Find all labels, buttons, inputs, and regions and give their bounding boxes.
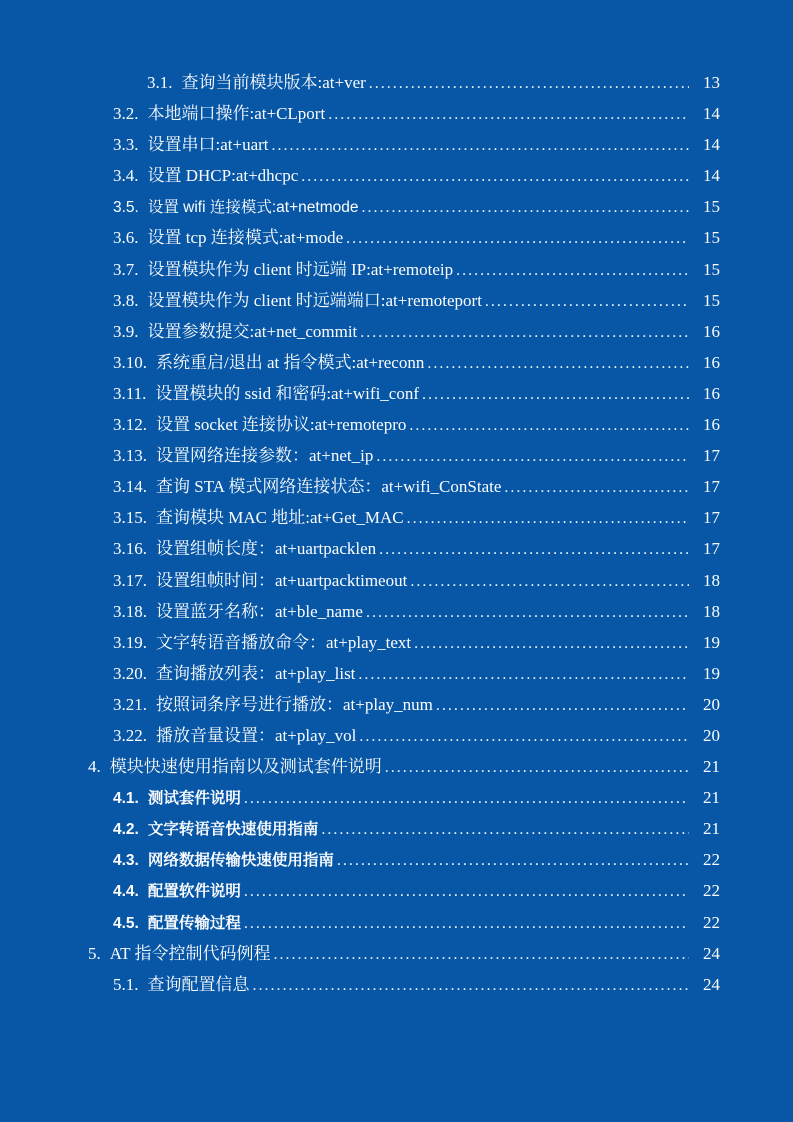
dot-leader: [253, 969, 690, 1000]
entry-title: 设置模块作为 client 时远端 IP:at+remoteip: [147, 259, 454, 279]
entry-number: 3.7.: [113, 259, 139, 279]
entry-number: 3.19.: [113, 632, 147, 652]
entry-page-number: 19: [703, 663, 720, 683]
dot-leader: [359, 720, 689, 751]
entry-page-number: 21: [703, 757, 720, 777]
entry-page-number: 17: [703, 446, 720, 466]
toc-entry[interactable]: [0, 316, 793, 347]
entry-title: 设置蓝牙名称：at+ble_name: [156, 601, 363, 621]
dot-leader: [409, 409, 689, 440]
toc-entry[interactable]: [0, 378, 793, 409]
toc-entry[interactable]: [0, 844, 793, 875]
toc-entry[interactable]: [0, 285, 793, 316]
entry-title: 查询配置信息: [147, 974, 250, 994]
dot-leader: [328, 98, 689, 129]
toc-entry[interactable]: [0, 720, 793, 751]
dot-leader: [436, 689, 689, 720]
dot-leader: [272, 129, 689, 160]
toc-entry[interactable]: [0, 658, 793, 689]
dot-leader: [379, 533, 689, 564]
entry-number: 3.6.: [113, 228, 139, 248]
dot-leader: [360, 316, 689, 347]
entry-title: 设置模块作为 client 时远端端口:at+remoteport: [147, 290, 482, 310]
entry-number: 3.12.: [113, 415, 147, 435]
entry-number: 3.1.: [147, 73, 173, 92]
entry-title: 查询 STA 模式网络连接状态：at+wifi_ConState: [156, 477, 502, 497]
entry-number: 3.21.: [113, 694, 147, 714]
entry-number: 3.3.: [113, 135, 139, 155]
entry-number: 3.4.: [113, 166, 139, 186]
entry-number: 5.: [88, 943, 101, 963]
dot-leader: [456, 254, 689, 285]
entry-title: AT 指令控制代码例程: [109, 943, 271, 963]
entry-page-number: 16: [703, 383, 720, 403]
toc-entry[interactable]: [0, 875, 793, 906]
entry-number: 3.9.: [113, 321, 139, 341]
dot-leader: [414, 627, 689, 658]
entry-title: 测试套件说明: [147, 790, 241, 808]
dot-leader: [358, 658, 689, 689]
entry-page-number: 15: [703, 259, 720, 279]
entry-title: 设置 tcp 连接模式:at+mode: [147, 228, 344, 248]
entry-number: 4.1.: [113, 790, 139, 808]
toc-entry[interactable]: [0, 689, 793, 720]
dot-leader: [244, 907, 689, 938]
toc-entry[interactable]: [0, 67, 793, 98]
entry-page-number: 17: [703, 477, 720, 497]
toc-entry[interactable]: [0, 254, 793, 285]
dot-leader: [321, 813, 689, 844]
entry-page-number: 22: [703, 850, 720, 870]
entry-page-number: 17: [703, 508, 720, 528]
dot-leader: [385, 751, 689, 782]
entry-page-number: 21: [703, 819, 720, 839]
entry-title: 网络数据传输快速使用指南: [147, 852, 334, 870]
entry-number: 3.18.: [113, 601, 147, 621]
dot-leader: [422, 378, 689, 409]
entry-title: 设置参数提交:at+net_commit: [147, 321, 358, 341]
entry-title: 按照词条序号进行播放：at+play_num: [156, 694, 433, 714]
table-of-contents: [0, 67, 793, 1000]
toc-entry[interactable]: [0, 533, 793, 564]
entry-number: 3.8.: [113, 290, 139, 310]
entry-page-number: 13: [703, 73, 720, 92]
entry-title: 设置组帧时间：at+uartpacktimeout: [156, 570, 408, 590]
entry-number: 3.16.: [113, 539, 147, 559]
dot-leader: [427, 347, 689, 378]
toc-entry[interactable]: [0, 907, 793, 938]
entry-page-number: 15: [703, 228, 720, 248]
entry-number: 4.5.: [113, 914, 139, 932]
entry-number: 3.17.: [113, 570, 147, 590]
dot-leader: [244, 782, 689, 813]
entry-title: 配置传输过程: [147, 914, 241, 932]
entry-page-number: 18: [703, 570, 720, 590]
entry-page-number: 16: [703, 415, 720, 435]
entry-title: 设置 DHCP:at+dhcpc: [147, 166, 299, 186]
toc-entry[interactable]: [0, 502, 793, 533]
toc-entry[interactable]: [0, 969, 793, 1000]
entry-number: 4.: [88, 757, 101, 777]
toc-entry[interactable]: [0, 222, 793, 253]
dot-leader: [346, 222, 689, 253]
toc-entry[interactable]: [0, 98, 793, 129]
dot-leader: [376, 440, 689, 471]
entry-title: 文字转语音播放命令：at+play_text: [156, 632, 412, 652]
entry-title: 设置 wifi 连接模式:at+netmode: [147, 199, 359, 217]
entry-title: 查询播放列表：at+play_list: [156, 663, 356, 683]
entry-title: 播放音量设置：at+play_vol: [156, 725, 357, 745]
entry-page-number: 17: [703, 539, 720, 559]
entry-page-number: 14: [703, 135, 720, 155]
entry-page-number: 14: [703, 104, 720, 124]
toc-entry[interactable]: [0, 782, 793, 813]
dot-leader: [361, 191, 689, 222]
entry-number: 3.10.: [113, 352, 147, 372]
entry-number: 3.20.: [113, 663, 147, 683]
entry-title: 设置网络连接参数：at+net_ip: [156, 446, 374, 466]
entry-title: 文字转语音快速使用指南: [147, 821, 319, 839]
entry-page-number: 21: [703, 788, 720, 808]
toc-entry[interactable]: [0, 191, 793, 222]
entry-number: 3.14.: [113, 477, 147, 497]
dot-leader: [410, 565, 689, 596]
entry-page-number: 22: [703, 881, 720, 901]
dot-leader: [273, 938, 689, 969]
entry-title: 本地端口操作:at+CLport: [147, 104, 326, 124]
entry-title: 模块快速使用指南以及测试套件说明: [109, 757, 382, 777]
entry-number: 4.4.: [113, 883, 139, 901]
toc-entry[interactable]: [0, 409, 793, 440]
entry-title: 查询模块 MAC 地址:at+Get_MAC: [156, 508, 404, 528]
dot-leader: [244, 875, 689, 906]
entry-title: 设置 socket 连接协议:at+remotepro: [156, 415, 407, 435]
entry-number: 3.22.: [113, 725, 147, 745]
entry-title: 设置模块的 ssid 和密码:at+wifi_conf: [155, 383, 419, 403]
entry-number: 5.1.: [113, 974, 139, 994]
entry-page-number: 22: [703, 912, 720, 932]
dot-leader: [407, 502, 689, 533]
toc-entry[interactable]: [0, 347, 793, 378]
entry-page-number: 15: [703, 197, 720, 217]
entry-page-number: 24: [703, 974, 720, 994]
entry-page-number: 18: [703, 601, 720, 621]
entry-page-number: 14: [703, 166, 720, 186]
toc-entry[interactable]: [0, 160, 793, 191]
toc-entry[interactable]: [0, 440, 793, 471]
dot-leader: [301, 160, 689, 191]
entry-number: 3.2.: [113, 104, 139, 124]
entry-title: 查询当前模块版本:at+ver: [181, 73, 366, 92]
dot-leader: [485, 285, 689, 316]
toc-entry[interactable]: [0, 129, 793, 160]
entry-number: 3.15.: [113, 508, 147, 528]
dot-leader: [337, 844, 689, 875]
entry-number: 3.5.: [113, 199, 139, 217]
entry-title: 设置组帧长度：at+uartpacklen: [156, 539, 377, 559]
dot-leader: [369, 67, 689, 98]
toc-entry[interactable]: [0, 596, 793, 627]
entry-page-number: 19: [703, 632, 720, 652]
toc-entry[interactable]: [0, 565, 793, 596]
entry-number: 3.13.: [113, 446, 147, 466]
toc-entry[interactable]: [0, 471, 793, 502]
entry-page-number: 16: [703, 321, 720, 341]
entry-number: 4.2.: [113, 821, 139, 839]
entry-page-number: 20: [703, 694, 720, 714]
dot-leader: [366, 596, 689, 627]
toc-entry[interactable]: [0, 813, 793, 844]
entry-title: 配置软件说明: [147, 883, 241, 901]
toc-entry[interactable]: [0, 751, 793, 782]
entry-page-number: 15: [703, 290, 720, 310]
entry-page-number: 16: [703, 352, 720, 372]
entry-number: 3.11.: [113, 383, 147, 403]
entry-title: 设置串口:at+uart: [147, 135, 269, 155]
dot-leader: [504, 471, 689, 502]
entry-page-number: 24: [703, 943, 720, 963]
entry-page-number: 20: [703, 725, 720, 745]
toc-entry[interactable]: [0, 938, 793, 969]
entry-number: 4.3.: [113, 852, 139, 870]
toc-entry[interactable]: [0, 627, 793, 658]
entry-title: 系统重启/退出 at 指令模式:at+reconn: [156, 352, 425, 372]
